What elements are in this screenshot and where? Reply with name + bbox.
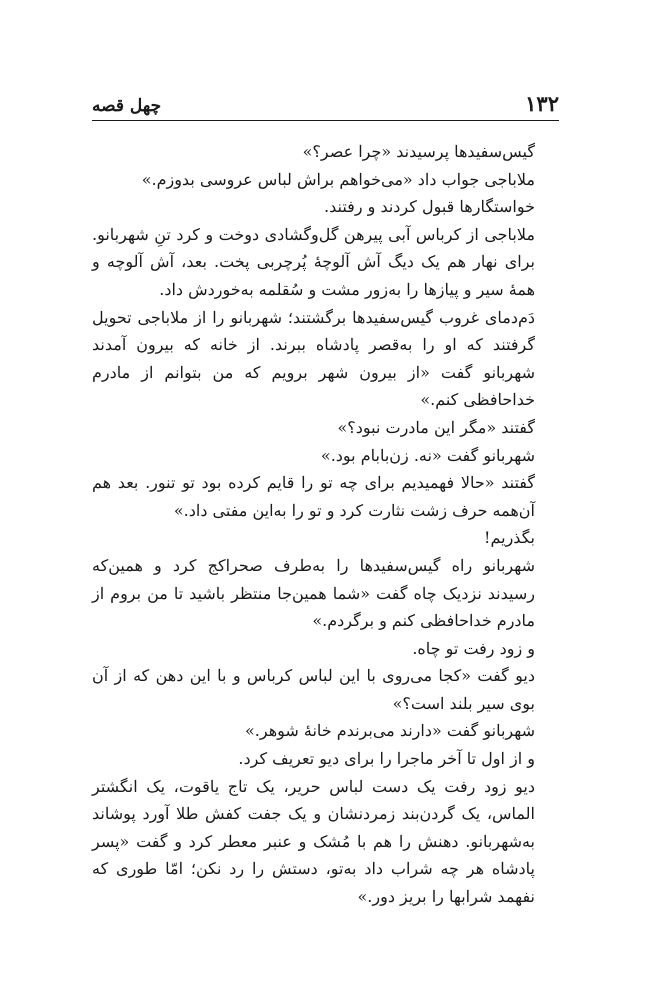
paragraph: شهربانو راه گیس‌سفیدها را به‌طرف صحراکج کرد و همین‌که رسیدند نزدیک چاه گفت «شما همین‌جا منتظر باشید تا من بروم از مادرم خداحافظی کنم و برگردم.» — [92, 555, 535, 631]
paragraph: و زود رفت تو چاه. — [412, 638, 535, 658]
body-text — [92, 138, 559, 911]
paragraph: دیو زود رفت یک دست لباس حریر، یک تاج یاقوت، یک انگشتر الماس، یک گردن‌بند زمردنشان و یک جفت کفش طلا آورد پوشاند به‌شهربانو. دهنش را هم با مُشک و عنبر معطر کرد و گفت «پسر پادشاه هر چه شراب داد به‌تو، دستش را رد نکن؛ امّا طوری که نفهمد شرابها را بریز دور.» — [92, 776, 535, 907]
paragraph: ملاباجی جواب داد «می‌خواهم براش لباس عروسی بدوزم.» — [141, 169, 535, 189]
paragraph: ملاباجی از کرباس آبی پیرهن گل‌وگشادی دوخت و کرد تنِ شهربانو. برای نهار هم یک دیگ آش آلوچهٔ پُرچربی پخت. بعد، آش آلوچه و همهٔ سیر و پیازها را به‌زور مشت و سُقلمه به‌خوردش داد. — [92, 224, 535, 299]
paragraph: و از اول تا آخر ماجرا را برای دیو تعریف کرد. — [238, 749, 535, 769]
paragraph: گفتند «مگر این مادرت نبود؟» — [337, 417, 535, 437]
paragraph: شهربانو گفت «نه. زن‌بابام بود.» — [320, 445, 535, 465]
paragraph: گفتند «حالا فهمیدیم برای چه تو را قایم کرده بود تو تنور. بعد هم آن‌همه حرف زشت نثارت کرد و تو را به‌این مفتی داد.» — [92, 473, 535, 520]
paragraph: دَم‌دمای غروب گیس‌سفیدها برگشتند؛ شهربانو را از ملاباجی تحویل گرفتند که او را به‌قصر پادشاه ببرند. از خانه که بیرون آمدند شهربانو گفت «از بیرون شهر برویم که من بتوانم از مادرم خداحافظی کنم.» — [92, 307, 535, 410]
paragraph: بگذریم! — [484, 528, 535, 548]
paragraph: دیو گفت «کجا می‌روی با این لباس کرباس و با این دهن که از آن بوی سیر بلند است؟» — [92, 666, 535, 713]
page-header — [92, 86, 559, 121]
paragraph: گیس‌سفیدها پرسیدند «چرا عصر؟» — [302, 142, 535, 161]
paragraph: خواستگارها قبول کردند و رفتند. — [324, 197, 535, 217]
paragraph: شهربانو گفت «دارند می‌برندم خانهٔ شوهر.» — [245, 721, 535, 741]
book-title: چهل قصه — [92, 96, 162, 116]
page-number: ۱۳۲ — [525, 91, 559, 116]
